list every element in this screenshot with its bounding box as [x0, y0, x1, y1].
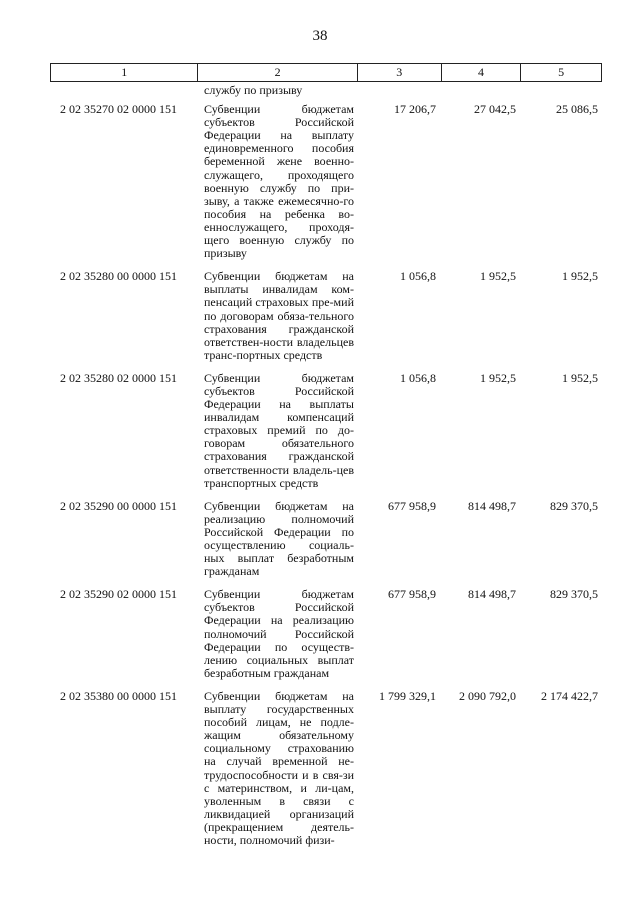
continuation-text: службу по призыву: [204, 83, 303, 97]
value-col-4: 814 498,7: [468, 587, 516, 602]
value-col-3: 1 799 329,1: [379, 688, 436, 703]
value-col-3: 677 958,9: [388, 498, 436, 513]
value-col-4: 27 042,5: [474, 102, 516, 117]
budget-code: 2 02 35270 02 0000 151: [60, 102, 177, 117]
value-col-4: 814 498,7: [468, 498, 516, 513]
table-row: [50, 588, 602, 680]
value-col-4: 1 952,5: [480, 370, 516, 385]
table-row: [50, 372, 602, 490]
value-col-4: 2 090 792,0: [459, 688, 516, 703]
row-description: Субвенции бюджетам на реализацию полномочий Российской Федерации по осуществлению социаль-ных выплат безработным гражданам: [204, 498, 354, 579]
table-row: [50, 690, 602, 847]
header-col-2: 2: [198, 64, 357, 81]
row-description: Субвенции бюджетам субъектов Российской Федерации на выплаты инвалидам компенсаций страховых премий по до-говорам обязательного страхования гражданской ответственности владель-цев транспортных средств: [204, 370, 354, 490]
header-col-3: 3: [358, 64, 442, 81]
value-col-5: 829 370,5: [550, 587, 598, 602]
value-col-3: 17 206,7: [394, 102, 436, 117]
budget-code: 2 02 35290 00 0000 151: [60, 498, 177, 513]
table-row: [50, 270, 602, 362]
header-col-5: 5: [558, 65, 565, 79]
row-description: Субвенции бюджетам субъектов Российской Федерации на реализацию полномочий Российской Федерации по осуществ-лению социальных выплат безработным гражданам: [204, 587, 354, 680]
value-col-5: 1 952,5: [562, 269, 598, 284]
header-col-1: 1: [51, 64, 198, 81]
table-row: [50, 103, 602, 260]
value-col-5: 1 952,5: [562, 370, 598, 385]
budget-code: 2 02 35380 00 0000 151: [60, 688, 177, 703]
value-col-5: 829 370,5: [550, 498, 598, 513]
value-col-3: 1 056,8: [400, 370, 436, 385]
value-col-3: 677 958,9: [388, 587, 436, 602]
value-col-3: 1 056,8: [400, 269, 436, 284]
header-col-4: 4: [442, 64, 522, 81]
table-body: [50, 84, 602, 847]
value-col-5: 2 174 422,7: [541, 688, 598, 703]
row-description: Субвенции бюджетам на выплату государственных пособий лицам, не подле-жащим обязательному социальному страхованию на случай временной не-трудоспособности и в свя-зи с материнством, и ли-цам, уволенным в связи с ликвидацией организаций (прекращением деятель-ности, полномочий физи-: [204, 688, 354, 847]
budget-code: 2 02 35290 02 0000 151: [60, 587, 177, 602]
value-col-5: 25 086,5: [556, 102, 598, 117]
table-row: [50, 500, 602, 579]
value-col-4: 1 952,5: [480, 269, 516, 284]
row-description: Субвенции бюджетам субъектов Российской Федерации на выплату единовременного пособия беременной жене военно-служащего, проходящего военную службу по при-зыву, а также ежемесячно-го пособия на ребенка во-еннослужащего, проходя-щего военную службу по призыву: [204, 102, 354, 261]
row-description: Субвенции бюджетам на выплаты инвалидам ком-пенсаций страховых пре-мий по договорам обяза-тельного страхования гражданской ответствен-ности владельцев транс-портных средств: [204, 269, 354, 362]
budget-code: 2 02 35280 00 0000 151: [60, 269, 177, 284]
continuation-row: [50, 84, 602, 97]
budget-code: 2 02 35280 02 0000 151: [60, 370, 177, 385]
table-header: [50, 63, 602, 82]
page-number: 38: [312, 28, 328, 44]
